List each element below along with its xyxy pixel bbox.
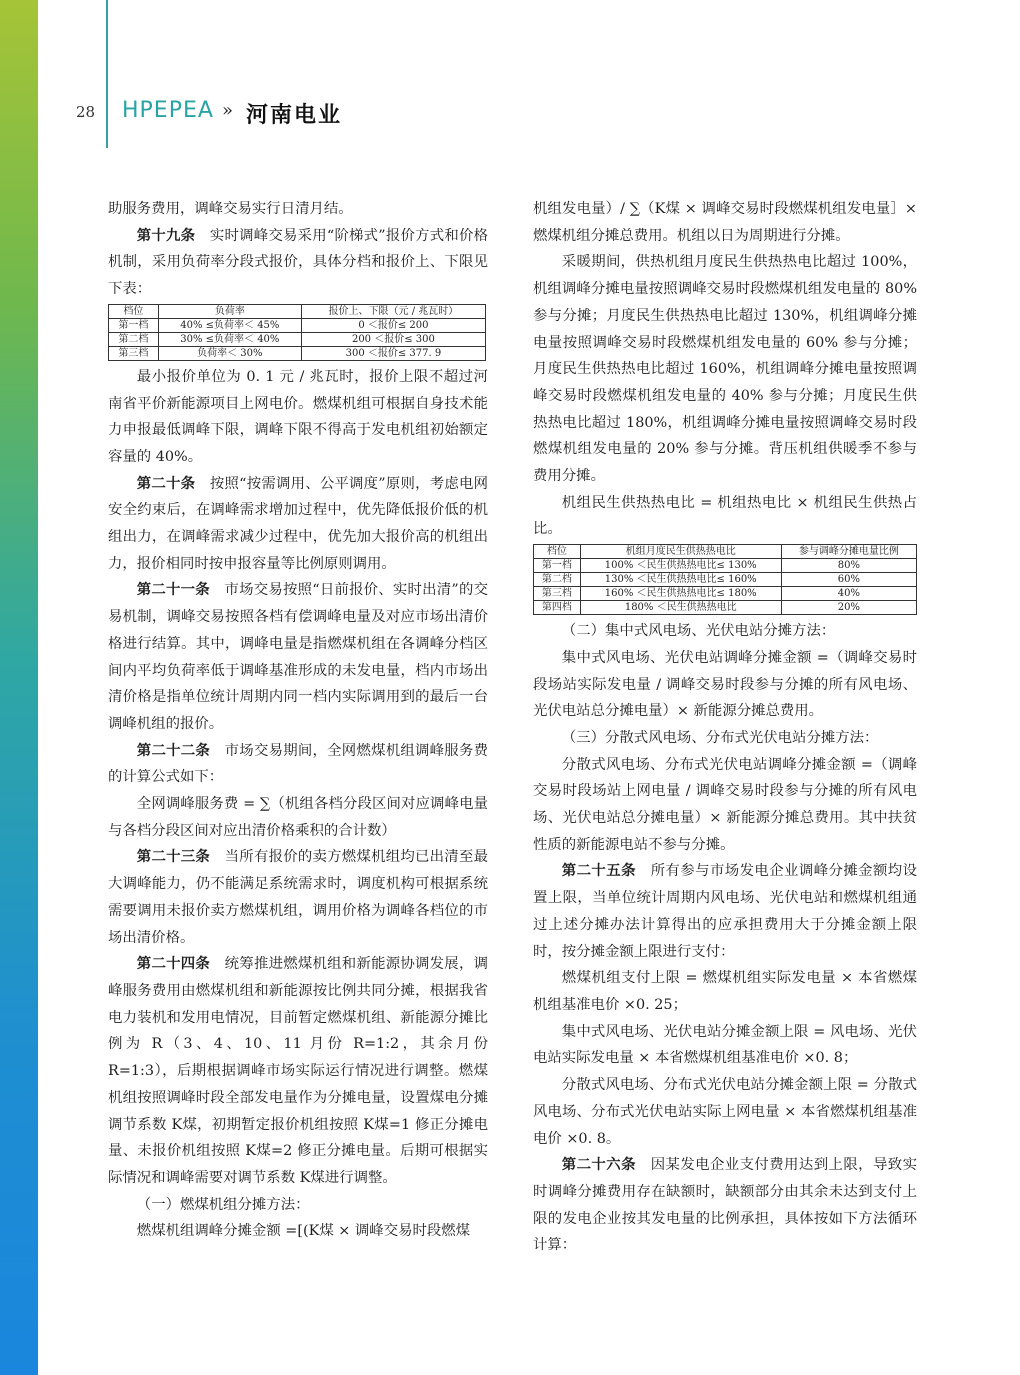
article-text: 所有参与市场发电企业调峰分摊金额均设置上限，当单位统计周期内风电场、光伏电站和燃煤机组通过上述分摊办法计算得出的应承担费用大于分摊金额上限时，按分摊金额上限进行支付： [533,863,917,960]
table-row [534,601,917,615]
article-title: 第二十六条 [561,1156,636,1174]
formula-paragraph: 集中式风电场、光伏电站调峰分摊金额 =（调峰交易时段场站实际发电量 / 调峰交易时段参与分摊的所有风电场、光伏电站总分摊电量）× 新能源分摊总费用。 [533,649,917,720]
article-text: 统筹推进燃煤机组和新能源协调发展，调峰服务费用由燃煤机组和新能源按比例共同分摊，根据我省电力装机和发用电情况，目前暂定燃煤机组、新能源分摊比例为 R（3、4、10、11 月份 R=1:2，其余月份 R=1:3），后期根据调峰市场实际运行情况进行调整。燃煤机组按照调峰时段全部发电量作为分摊电量，设置煤电分摊调节系数 K煤，初期暂定报价机组按照 K煤=1 修正分摊电量、未报价机组按照 K煤=2 修正分摊电量。后期可根据实际情况和调峰需要对调节系数 K煤进行调整。 [108,956,488,1186]
table-cell: 30% ≤负荷率＜ 40% [158,332,301,346]
article-22 [108,738,488,791]
table-cell: 60% [781,573,916,587]
formula-paragraph: 全网调峰服务费 = ∑（机组各档分段区间对应调峰电量与各档分段区间对应出清价格乘积的合计数） [108,796,488,839]
table-header-cell: 负荷率 [158,304,301,318]
article-25 [533,858,917,965]
paragraph: 最小报价单位为 0. 1 元 / 兆瓦时，报价上限不超过河南省平价新能源项目上网电价。燃煤机组可根据自身技术能力申报最低调峰下限，调峰下限不得高于发电机组初始额定容量的 40%。 [108,368,488,465]
table-cell: 160% ＜民生供热热电比≤ 180% [580,587,781,601]
table-header-cell: 参与调峰分摊电量比例 [781,545,916,559]
section-heading: （三）分散式风电场、分布式光伏电站分摊方法： [561,729,879,746]
table-row [534,587,917,601]
article-title: 第十九条 [136,226,196,244]
table-header-cell: 档位 [109,304,159,318]
table-row [534,573,917,587]
article-23 [108,844,488,951]
section-heading: （一）燃煤机组分摊方法： [136,1196,310,1213]
article-title: 第二十条 [136,474,196,492]
table-cell: 40% ≤负荷率＜ 45% [158,318,301,332]
table-cell: 第二档 [534,573,581,587]
article-title: 第二十二条 [136,741,211,759]
table-cell: 20% [781,601,916,615]
table-header-cell: 档位 [534,545,581,559]
table-cell: 第三档 [534,587,581,601]
table-cell: 0 ＜报价≤ 200 [301,318,485,332]
table-cell: 第三档 [109,346,159,360]
logo-latin-text: HPEPEA [122,98,214,123]
logo-arrow-icon: » [222,100,234,121]
formula-paragraph: 机组民生供热热电比 = 机组热电比 × 机组民生供热占比。 [533,494,917,538]
article-24 [108,951,488,1191]
left-column [108,196,488,1245]
table-cell: 负荷率＜ 30% [158,346,301,360]
table-cell: 第一档 [534,559,581,573]
formula-paragraph: 燃煤机组调峰分摊金额 =[(K煤 × 调峰交易时段燃煤 [136,1223,471,1240]
article-title: 第二十五条 [561,862,636,880]
table-cell: 80% [781,559,916,573]
table-cell: 100% ＜民生供热热电比≤ 130% [580,559,781,573]
paragraph: 助服务费用，调峰交易实行日清月结。 [108,201,353,217]
table-cell: 40% [781,587,916,601]
heating-ratio-table [533,544,917,615]
article-title: 第二十四条 [136,955,211,973]
article-21 [108,577,488,737]
article-text: 市场交易期间，全网燃煤机组调峰服务费的计算公式如下： [108,742,488,786]
quote-range-table [108,304,486,361]
formula-paragraph: 燃煤机组支付上限 = 燃煤机组实际发电量 × 本省燃煤机组基准电价 ×0. 25； [533,970,917,1013]
formula-paragraph: 集中式风电场、光伏电站分摊金额上限 = 风电场、光伏电站实际发电量 × 本省燃煤机组基准电价 ×0. 8； [533,1023,917,1067]
table-row [109,332,486,346]
article-title: 第二十三条 [136,848,211,866]
article-text: 市场交易按照“日前报价、实时出清”的交易机制，调峰交易按照各档有偿调峰电量及对应市场出清价格进行结算。其中，调峰电量是指燃煤机组在各调峰分档区间内平均负荷率低于调峰基准形成的未发电量，档内市场出清价格是指单位统计周期内同一档内实际调用到的最后一台调峰机组的报价。 [108,582,488,732]
table-header-cell: 报价上、下限（元 / 兆瓦时） [301,304,485,318]
header-divider [106,0,108,148]
formula-paragraph: 分散式风电场、分布式光伏电站分摊金额上限 = 分散式风电场、分布式光伏电站实际上网电量 × 本省燃煤机组基准电价 ×0. 8。 [533,1077,917,1147]
article-19 [108,223,488,303]
article-text: 当所有报价的卖方燃煤机组均已出清至最大调峰能力，仍不能满足系统需求时，调度机构可根据系统需要调用未报价卖方燃煤机组，调用价格为调峰各档位的市场出清价格。 [108,849,488,946]
article-text: 按照“按需调用、公平调度”原则，考虑电网安全约束后，在调峰需求增加过程中，优先降低报价低的机组出力，在调峰需求减少过程中，优先加大报价高的机组出力，报价相同时按申报容量等比例原则调用。 [108,475,488,572]
article-title: 第二十一条 [136,581,210,599]
paragraph: 机组发电量）/ ∑（K煤 × 调峰交易时段燃煤机组发电量］× 燃煤机组分摊总费用。机组以日为周期进行分摊。 [533,201,917,244]
table-header-cell: 机组月度民生供热热电比 [580,545,781,559]
table-row [109,346,486,360]
table-header-row [534,545,917,559]
article-text: 实时调峰交易采用“阶梯式”报价方式和价格机制，采用负荷率分段式报价，具体分档和报价上、下限见下表： [108,227,488,298]
logo-chinese-text: 河南电业 [246,102,343,128]
table-cell: 第二档 [109,332,159,346]
right-column [533,196,917,1259]
table-cell: 130% ＜民生供热热电比≤ 160% [580,573,781,587]
article-26 [533,1152,917,1259]
formula-paragraph: 分散式风电场、分布式光伏电站调峰分摊金额 =（调峰交易时段场站上网电量 / 调峰交易时段参与分摊的所有风电场、光伏电站总分摊电量）× 新能源分摊总费用。其中扶贫性质的新能源电站不参与分摊。 [533,756,917,853]
table-cell: 第一档 [109,318,159,332]
article-text: 因某发电企业支付费用达到上限，导致实时调峰分摊费用存在缺额时，缺额部分由其余未达到支付上限的发电企业按其发电量的比例承担，具体按如下方法循环计算： [533,1157,917,1254]
table-cell: 180% ＜民生供热热电比 [580,601,781,615]
table-cell: 第四档 [534,601,581,615]
section-heading: （二）集中式风电场、光伏电站分摊方法： [561,623,836,640]
decorative-gradient-sidebar [0,0,38,1375]
article-20 [108,471,488,578]
table-row [534,559,917,573]
table-header-row [109,304,486,318]
table-cell: 200 ＜报价≤ 300 [301,332,485,346]
table-row [109,318,486,332]
table-cell: 300 ＜报价≤ 377. 9 [301,346,485,360]
paragraph: 采暖期间，供热机组月度民生供热热电比超过 100%，机组调峰分摊电量按照调峰交易时段燃煤机组发电量的 80% 参与分摊；月度民生供热热电比超过 130%，机组调峰分摊电量按照调峰交易时段燃煤机组发电量的 60% 参与分摊；月度民生供热热电比超过 160%，机组调峰分摊电量按照调峰交易时段燃煤机组发电量的 40% 参与分摊；月度民生供热热电比超过 180%，机组调峰分摊电量按照调峰交易时段燃煤机组发电量的 20% 参与分摊。背压机组供暖季不参与费用分摊。 [533,254,917,485]
page-number: 28 [76,103,96,121]
